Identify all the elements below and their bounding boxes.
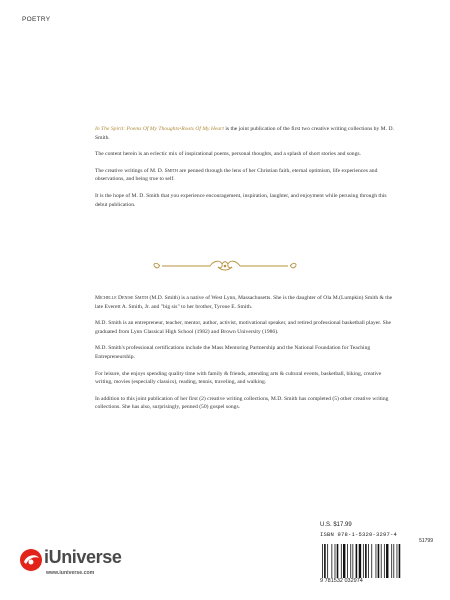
publisher-url: www.iuniverse.com	[46, 570, 95, 576]
description-paragraph-3	[95, 167, 395, 184]
barcode-bar	[343, 544, 345, 578]
book-title-2: Roots Of My Heart	[181, 126, 224, 132]
bio-paragraph-3: M.D. Smith's professional certifications include the Mass Mentoring Partnership and the National Foundation for Teaching Entrepreneurship.	[95, 345, 371, 360]
isbn-label: ISBN 978-1-5320-3297-4	[320, 531, 398, 538]
isbn-digits: 9 781532 032974	[320, 578, 363, 584]
bio-paragraph-2: M.D. Smith is an entrepreneur, teacher, mentor, author, activist, motivational speaker, and retired professional basketball player. She graduated from Lynn Classical High School (1982) and Brown University (1986).	[95, 320, 392, 335]
publisher-logo	[18, 545, 143, 585]
barcode-bar	[359, 544, 361, 578]
barcode-bar	[363, 544, 364, 578]
barcode-bar	[337, 544, 339, 578]
barcode-bar	[384, 544, 385, 578]
barcode-bar	[399, 544, 401, 578]
iuniverse-swirl-icon	[18, 547, 44, 573]
barcode-bar	[365, 544, 367, 578]
barcode-bar	[347, 544, 348, 578]
bio-paragraph-1	[95, 294, 395, 311]
author-bio	[95, 294, 395, 420]
barcode-bar	[393, 544, 394, 578]
author-smallcaps: Smith	[164, 167, 178, 174]
barcode-area	[320, 522, 435, 582]
publisher-name: iUniverse	[44, 547, 122, 567]
barcode-bar	[371, 544, 372, 578]
price-label: U.S. $17.99	[320, 522, 352, 528]
description-text-1: is the joint publication of the first two creative writing collections by M. D. Smith.	[95, 126, 394, 141]
barcode-bar	[391, 544, 392, 578]
bio-paragraph-5: In addition to this joint publication of her first (2) creative writing collections, M.D. Smith has completed (5) other creative writing collections. She has also, surprisingly, penned (50) gospel songs.	[95, 395, 389, 411]
barcode-bar	[356, 544, 358, 578]
bio-text-1: (M.D. Smith) is a native of West Lynn, Massachusetts. She is the daughter of Ola M.(Lumpkin) Smith & the late Everett A. Smith, Jr. and "big sis" to her brother, Tyrone E. Smith.	[95, 295, 393, 310]
genre-label: POETRY	[22, 16, 51, 23]
barcode-bar	[397, 544, 398, 578]
barcode-image	[320, 538, 435, 578]
book-title: In The Spirit: Poems Of My Thoughts	[95, 126, 180, 132]
barcode-bar	[381, 544, 382, 578]
barcode-bar	[341, 544, 342, 578]
title-separator: •	[179, 126, 182, 132]
barcode-bar	[335, 544, 336, 578]
description-text-3a: The creative writings of M. D.	[95, 167, 165, 174]
barcode-bar	[331, 544, 332, 578]
barcode-bar	[386, 544, 388, 578]
barcode-bar	[350, 544, 351, 578]
barcode-bar	[322, 544, 323, 578]
price-code: 51799	[419, 538, 433, 544]
barcode-bar	[327, 544, 328, 578]
barcode-bar	[376, 544, 377, 578]
description-paragraph-4: It is the hope of M. D. Smith that you experience encouragement, inspiration, laughter, and enjoyment while perusing through this debut publication.	[95, 192, 387, 208]
barcode-bar	[378, 544, 380, 578]
barcode-bar	[352, 544, 353, 578]
barcode-bar	[324, 544, 326, 578]
description-paragraph-1	[95, 125, 395, 142]
description-paragraph-2: The content herein is an eclectic mix of inspirational poems, personal thoughts, and a splash of short stories and songs.	[95, 151, 361, 158]
barcode-bar	[368, 544, 369, 578]
author-fullname: Michelle Denise Smith	[95, 295, 149, 301]
description-text-3b: are penned through the lens of her Christian faith, eternal optimism, life experiences and observations, and being true to self.	[95, 167, 378, 183]
book-description	[95, 125, 395, 217]
ornamental-divider	[150, 255, 300, 277]
bio-paragraph-4: For leisure, she enjoys spending quality time with family & friends, attending arts & cultural events, basketball, biking, creative writing, movies (especially classics), reading, tennis, traveling, and walking.	[95, 370, 382, 386]
